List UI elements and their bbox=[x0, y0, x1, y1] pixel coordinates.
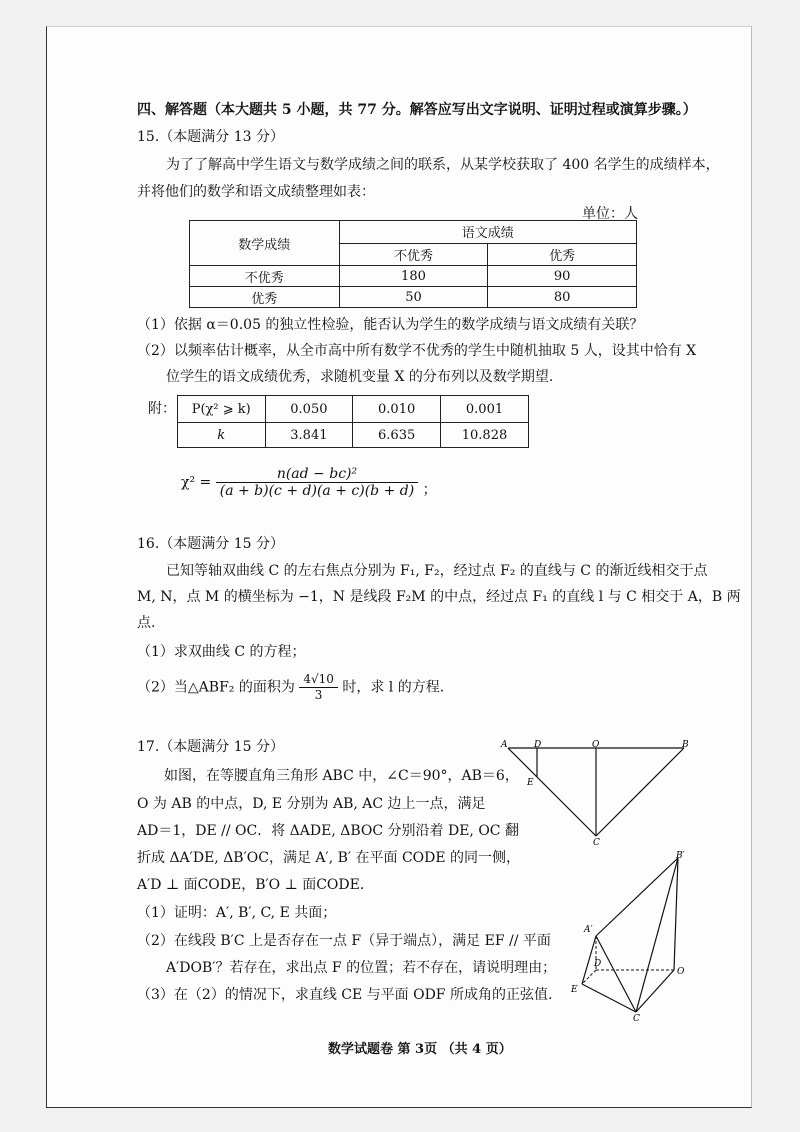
q15-part-2b: 位学生的语文成绩优秀，求随机变量 X 的分布列以及数学期望. bbox=[166, 369, 554, 385]
q17-line-1: 如图，在等腰直角三角形 ABC 中，∠C＝90°，AB＝6， bbox=[164, 768, 519, 784]
q17-line-2: O 为 AB 的中点，D, E 分别为 AB, AC 边上一点，满足 bbox=[137, 796, 486, 812]
segment-B'O bbox=[674, 858, 678, 970]
q15-part-1: （1）依据 α＝0.05 的独立性检验，能否认为学生的数学成绩与语文成绩有关联？ bbox=[137, 317, 644, 333]
q17-line-4: 折成 ΔA′DE, ΔB′OC，满足 A′, B′ 在平面 CODE 的同一侧， bbox=[137, 850, 521, 866]
segment-AC bbox=[508, 748, 596, 836]
table-row bbox=[190, 266, 637, 287]
q16-part-2-text: 时，求 l 的方程. bbox=[342, 679, 445, 696]
formula-denominator: (a + b)(c + d)(a + c)(b + d) bbox=[219, 483, 415, 499]
table-header-chinese: 语文成绩 bbox=[339, 221, 636, 244]
chi-table-cell: 6.635 bbox=[353, 423, 441, 448]
segment-A'C bbox=[596, 936, 636, 1012]
area-fraction-numerator: 4√10 bbox=[299, 672, 338, 688]
q16-line-1: 已知等轴双曲线 C 的左右焦点分别为 F₁, F₂，经过点 F₂ 的直线与 C 的渐近线相交于点 bbox=[166, 563, 708, 579]
label-C: C bbox=[633, 1014, 640, 1022]
table-subheader: 优秀 bbox=[488, 243, 637, 266]
segment-A'B' bbox=[596, 858, 678, 936]
table-header-math: 数学成绩 bbox=[190, 221, 340, 266]
label-O: O bbox=[592, 740, 600, 750]
chi-table-cell: 0.010 bbox=[353, 396, 441, 423]
appendix-label: 附： bbox=[148, 401, 176, 417]
label-A-prime: A′ bbox=[584, 925, 593, 935]
section-title: 四、解答题（本大题共 5 小题，共 77 分。解答应写出文字说明、证明过程或演算步骤。） bbox=[137, 102, 697, 118]
q15-intro-2: 并将他们的数学和语文成绩整理如表： bbox=[137, 184, 375, 200]
label-A: A bbox=[501, 740, 508, 750]
q17-line-3: AD＝1，DE // OC．将 ΔADE, ΔBOC 分别沿着 DE, OC 翻 bbox=[137, 823, 519, 839]
table-cell: 50 bbox=[339, 287, 488, 308]
table-subheader: 不优秀 bbox=[339, 243, 488, 266]
formula-lhs: χ² = bbox=[181, 474, 212, 491]
q16-part-2-text: （2）当△ABF₂ 的面积为 bbox=[137, 679, 295, 696]
chi-table-header: k bbox=[178, 423, 266, 448]
page-footer: 数学试题卷 第 3页 （共 4 页） bbox=[328, 1042, 512, 1057]
table-cell: 优秀 bbox=[190, 287, 340, 308]
q16-line-3: 点. bbox=[137, 615, 156, 631]
label-E: E bbox=[527, 778, 534, 788]
q17-part-2b: A′DOB′？若存在，求出点 F 的位置；若不存在，请说明理由； bbox=[166, 960, 557, 976]
chi-square-table bbox=[177, 395, 529, 448]
table-cell: 90 bbox=[488, 266, 637, 287]
table-row bbox=[190, 287, 637, 308]
table-cell: 80 bbox=[488, 287, 637, 308]
label-B: B bbox=[682, 740, 689, 750]
q15-unit: 单位：人 bbox=[582, 206, 638, 222]
q17-line-5: A′D ⊥ 面CODE，B′O ⊥ 面CODE． bbox=[137, 877, 374, 893]
formula-tail: ； bbox=[422, 482, 437, 498]
q15-part-2a: （2）以频率估计概率，从全市高中所有数学不优秀的学生中随机抽取 5 人，设其中恰有 X bbox=[137, 343, 697, 359]
q16-header: 16.（本题满分 15 分） bbox=[137, 536, 284, 552]
chi-table-cell: 3.841 bbox=[265, 423, 353, 448]
area-fraction-denominator: 3 bbox=[314, 688, 323, 702]
formula-numerator: n(ad − bc)² bbox=[216, 466, 418, 483]
segment-CE bbox=[582, 984, 636, 1012]
chi-table-cell: 0.050 bbox=[265, 396, 353, 423]
chi-table-cell: 0.001 bbox=[441, 396, 529, 423]
chi-table-header: P(χ² ⩾ k) bbox=[178, 396, 266, 423]
figure-triangle bbox=[498, 738, 694, 848]
q17-part-3: （3）在（2）的情况下，求直线 CE 与平面 ODF 所成角的正弦值. bbox=[137, 987, 553, 1003]
chi-square-formula bbox=[181, 466, 437, 499]
q16-line-2: M, N，点 M 的横坐标为 −1，N 是线段 F₂M 的中点，经过点 F₁ 的直线 l 与 C 相交于 A，B 两 bbox=[137, 589, 741, 605]
q17-header: 17.（本题满分 15 分） bbox=[137, 739, 284, 755]
label-D: D bbox=[594, 959, 602, 969]
q16-part-1: （1）求双曲线 C 的方程； bbox=[137, 644, 306, 660]
table-cell: 180 bbox=[339, 266, 488, 287]
figure-folded-solid bbox=[566, 850, 696, 1022]
q16-part-2 bbox=[137, 672, 444, 712]
table-cell: 不优秀 bbox=[190, 266, 340, 287]
label-O: O bbox=[677, 967, 685, 977]
label-D: D bbox=[534, 740, 542, 750]
chi-table-cell: 10.828 bbox=[441, 423, 529, 448]
q15-intro-1: 为了了解高中学生语文与数学成绩之间的联系，从某学校获取了 400 名学生的成绩样本， bbox=[166, 157, 720, 173]
label-C: C bbox=[593, 838, 600, 848]
q17-part-1: （1）证明：A′, B′, C, E 共面； bbox=[137, 905, 337, 921]
segment-BC bbox=[596, 748, 684, 836]
label-E: E bbox=[571, 985, 578, 995]
q17-part-2a: （2）在线段 B′C 上是否存在一点 F（异于端点），满足 EF // 平面 bbox=[137, 933, 551, 949]
score-table bbox=[189, 220, 637, 308]
label-B-prime: B′ bbox=[676, 851, 685, 861]
q15-header: 15.（本题满分 13 分） bbox=[137, 129, 284, 145]
